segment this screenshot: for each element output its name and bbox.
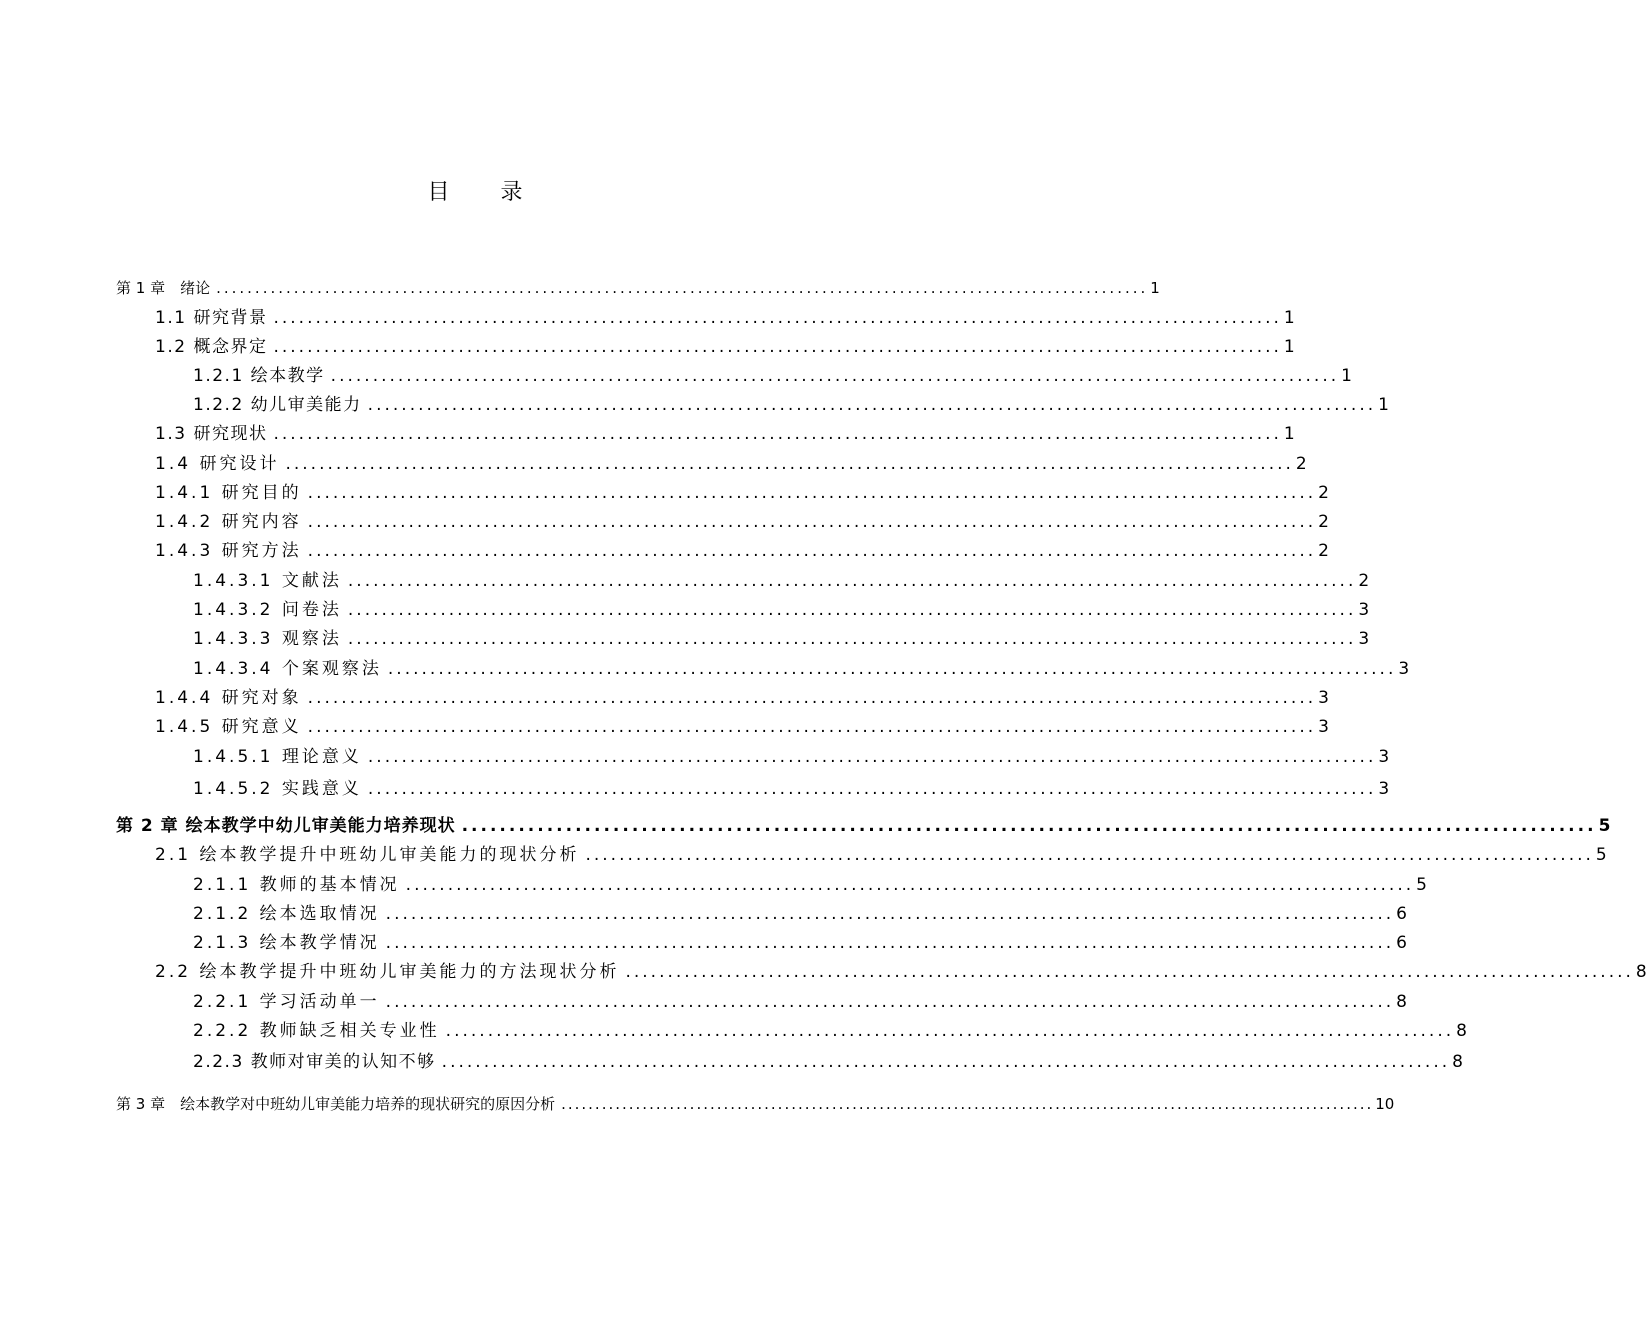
toc-entry-label: 2.1 绘本教学提升中班幼儿审美能力的现状分析 <box>155 845 580 865</box>
toc-entry-2-1-2[interactable] <box>193 902 1410 926</box>
toc-entry-1-2[interactable] <box>155 335 1297 359</box>
toc-entry-label: 第 3 章 绘本教学对中班幼儿审美能力培养的现状研究的原因分析 <box>116 1095 556 1113</box>
dot-leader: ........................................................................................................................ <box>347 629 1357 649</box>
toc-entry-page: 1 <box>1378 395 1391 415</box>
toc-entry-page: 2 <box>1358 571 1373 591</box>
toc-entry-1-3[interactable] <box>155 422 1297 446</box>
toc-entry-label: 1.4.3.4 个案观察法 <box>193 659 382 679</box>
toc-entry-label: 1.4 研究设计 <box>155 454 280 474</box>
dot-leader: ........................................................................................................................ <box>385 904 1395 924</box>
toc-entry-page: 6 <box>1396 933 1410 953</box>
toc-entry-label: 1.4.5 研究意义 <box>155 717 302 737</box>
dot-leader: ........................................................................................................................ <box>216 279 1149 297</box>
toc-entry-2-2-2[interactable] <box>193 1019 1470 1043</box>
toc-entry-2-1-3[interactable] <box>193 931 1410 955</box>
toc-entry-page: 8 <box>1635 962 1650 982</box>
toc-entry-2-2-1[interactable] <box>193 990 1410 1014</box>
toc-entry-label: 2.1.1 教师的基本情况 <box>193 875 400 895</box>
toc-entry-1-4-4[interactable] <box>155 686 1332 710</box>
toc-entry-1-4-3-3[interactable] <box>193 627 1373 651</box>
toc-entry-page: 8 <box>1452 1052 1465 1072</box>
toc-entry-2-1[interactable] <box>155 843 1610 867</box>
toc-entry-1-4-3-2[interactable] <box>193 598 1373 622</box>
dot-leader: ........................................................................................................................ <box>405 875 1415 895</box>
dot-leader: ........................................................................................................................ <box>441 1052 1451 1072</box>
dot-leader: ........................................................................................................................ <box>285 454 1294 474</box>
toc-entry-page: 10 <box>1375 1095 1395 1113</box>
toc-entry-page: 8 <box>1456 1021 1470 1041</box>
toc-entry-1-2-1[interactable] <box>193 364 1354 388</box>
dot-leader: ........................................................................................................................ <box>385 933 1395 953</box>
dot-leader: ........................................................................................................................ <box>347 571 1357 591</box>
dot-leader: ........................................................................................................................ <box>307 483 1317 503</box>
dot-leader: ........................................................................................................................ <box>367 779 1377 799</box>
toc-entry-1-2-2[interactable] <box>193 393 1391 417</box>
toc-entry-page: 2 <box>1318 483 1332 503</box>
dot-leader: ........................................................................................................................ <box>307 688 1317 708</box>
toc-entry-label: 1.2.1 绘本教学 <box>193 366 325 386</box>
toc-entry-page: 8 <box>1396 992 1410 1012</box>
toc-entry-page: 1 <box>1341 366 1354 386</box>
dot-leader: ........................................................................................................................ <box>387 659 1397 679</box>
toc-entry-page: 3 <box>1358 600 1373 620</box>
toc-entry-1-4-5[interactable] <box>155 715 1332 739</box>
toc-entry-2-1-1[interactable] <box>193 873 1430 897</box>
dot-leader: ........................................................................................................................ <box>273 337 1282 357</box>
toc-entry-chapter-3[interactable] <box>116 1092 1395 1116</box>
toc-entry-label: 2.2.3 教师对审美的认知不够 <box>193 1052 436 1072</box>
toc-title: 目 录 <box>427 180 545 205</box>
toc-entry-label: 1.4.2 研究内容 <box>155 512 302 532</box>
dot-leader: ........................................................................................................................ <box>307 717 1317 737</box>
toc-entry-chapter-1[interactable] <box>116 276 1160 300</box>
toc-entry-1-4-3[interactable] <box>155 539 1332 563</box>
dot-leader: ........................................................................................................................ <box>273 308 1282 328</box>
dot-leader: ........................................................................................................................ <box>307 541 1317 561</box>
dot-leader: ........................................................................................................................ <box>273 424 1282 444</box>
dot-leader: ........................................................................................................................ <box>307 512 1317 532</box>
toc-entry-label: 1.4.1 研究目的 <box>155 483 302 503</box>
toc-entry-page: 3 <box>1358 629 1373 649</box>
toc-entry-label: 1.4.3 研究方法 <box>155 541 302 561</box>
toc-entry-label: 第 1 章 绪论 <box>116 279 211 297</box>
toc-entry-page: 3 <box>1398 659 1413 679</box>
toc-entry-label: 1.4.3.3 观察法 <box>193 629 342 649</box>
dot-leader: ........................................................................................................................ <box>385 992 1395 1012</box>
toc-entry-page: 3 <box>1318 688 1332 708</box>
toc-entry-label: 第 2 章 绘本教学中幼儿审美能力培养现状 <box>116 816 456 836</box>
toc-entry-label: 2.2.2 教师缺乏相关专业性 <box>193 1021 440 1041</box>
toc-entry-label: 1.4.5.1 理论意义 <box>193 747 362 767</box>
toc-entry-page: 3 <box>1318 717 1332 737</box>
toc-entry-label: 1.2 概念界定 <box>155 337 268 357</box>
toc-entry-1-4-3-1[interactable] <box>193 569 1373 593</box>
toc-entry-page: 5 <box>1416 875 1430 895</box>
toc-entry-page: 2 <box>1318 541 1332 561</box>
toc-entry-1-4-3-4[interactable] <box>193 657 1413 681</box>
toc-entry-1-4-5-1[interactable] <box>193 745 1393 769</box>
toc-entry-label: 1.4.3.2 问卷法 <box>193 600 342 620</box>
dot-leader: ........................................................................................................................ <box>625 962 1634 982</box>
toc-entry-page: 3 <box>1378 779 1393 799</box>
toc-entry-label: 1.4.3.1 文献法 <box>193 571 342 591</box>
toc-entry-page: 5 <box>1595 845 1610 865</box>
dot-leader: ........................................................................................................................ <box>445 1021 1455 1041</box>
toc-entry-page: 2 <box>1295 454 1310 474</box>
toc-entry-2-2[interactable] <box>155 960 1650 984</box>
toc-entry-1-4-5-2[interactable] <box>193 777 1393 801</box>
toc-entry-label: 1.4.4 研究对象 <box>155 688 302 708</box>
dot-leader: ........................................................................................................................ <box>461 816 1597 836</box>
toc-entry-label: 2.1.3 绘本教学情况 <box>193 933 380 953</box>
dot-leader: ........................................................................................................................ <box>347 600 1357 620</box>
dot-leader: ........................................................................................................................ <box>585 845 1594 865</box>
toc-entry-page: 1 <box>1150 279 1160 297</box>
toc-entry-label: 1.1 研究背景 <box>155 308 268 328</box>
toc-entry-2-2-3[interactable] <box>193 1050 1465 1074</box>
toc-entry-label: 1.4.5.2 实践意义 <box>193 779 362 799</box>
dot-leader: ........................................................................................................................ <box>367 395 1377 415</box>
toc-entry-page: 6 <box>1396 904 1410 924</box>
toc-entry-1-4[interactable] <box>155 452 1310 476</box>
toc-entry-label: 2.2.1 学习活动单一 <box>193 992 380 1012</box>
toc-entry-chapter-2[interactable] <box>116 814 1612 838</box>
toc-entry-page: 2 <box>1318 512 1332 532</box>
toc-entry-1-4-2[interactable] <box>155 510 1332 534</box>
dot-leader: ........................................................................................................................ <box>561 1095 1374 1113</box>
dot-leader: ........................................................................................................................ <box>367 747 1377 767</box>
toc-entry-page: 1 <box>1283 337 1297 357</box>
toc-entry-label: 1.2.2 幼儿审美能力 <box>193 395 362 415</box>
toc-entry-label: 1.3 研究现状 <box>155 424 268 444</box>
dot-leader: ........................................................................................................................ <box>330 366 1340 386</box>
toc-entry-page: 1 <box>1283 308 1297 328</box>
toc-entry-1-4-1[interactable] <box>155 481 1332 505</box>
toc-entry-label: 2.1.2 绘本选取情况 <box>193 904 380 924</box>
toc-entry-1-1[interactable] <box>155 306 1297 330</box>
toc-entry-page: 1 <box>1283 424 1297 444</box>
toc-entry-label: 2.2 绘本教学提升中班幼儿审美能力的方法现状分析 <box>155 962 620 982</box>
toc-entry-page: 5 <box>1598 816 1612 836</box>
toc-entry-page: 3 <box>1378 747 1393 767</box>
